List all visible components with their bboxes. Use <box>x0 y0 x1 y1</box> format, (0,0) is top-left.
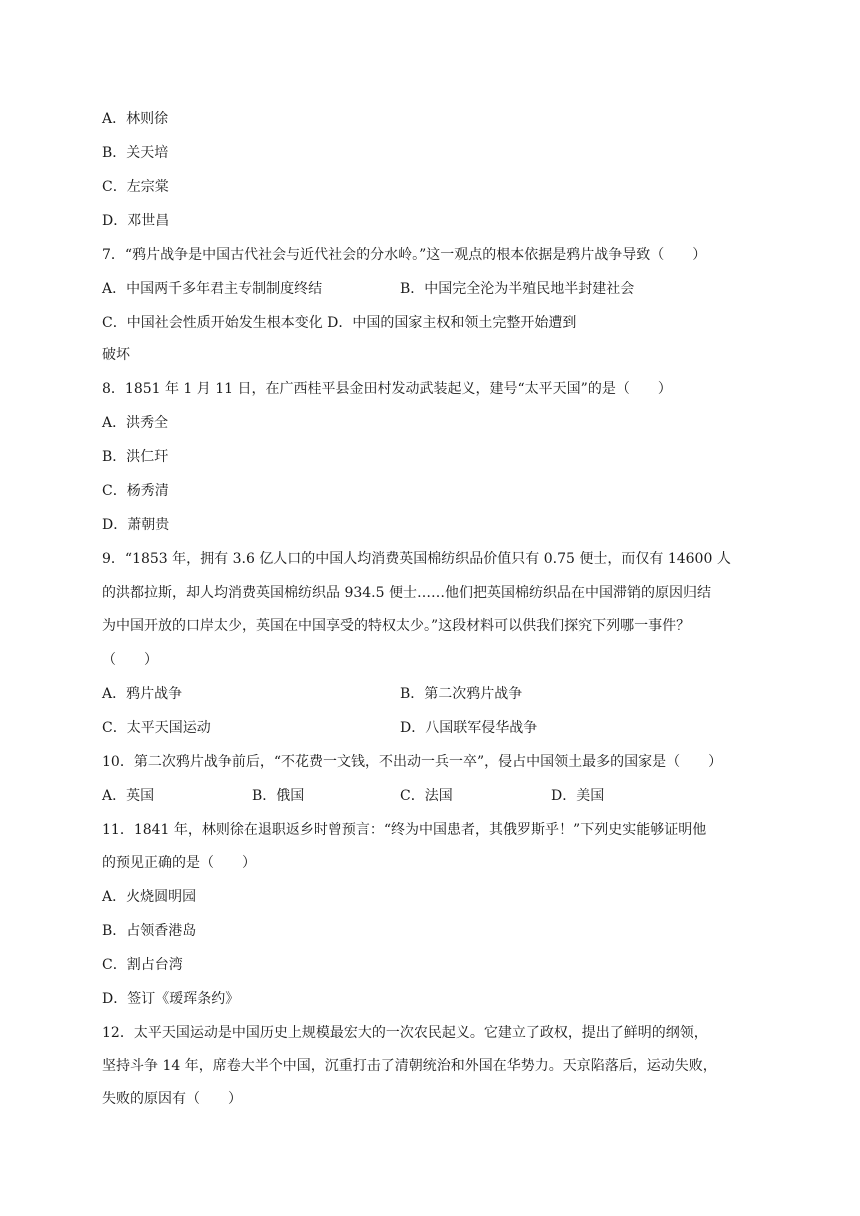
q8-option-d: D．萧朝贵 <box>102 517 170 533</box>
q7-option-a: A．中国两千多年君主专制制度终结 <box>102 281 323 297</box>
q6-option-b: B．关天培 <box>102 145 169 161</box>
q6-option-d: D．邓世昌 <box>102 213 170 229</box>
q11-option-b: B．占领香港岛 <box>102 923 197 939</box>
q9-option-c: C．太平天国运动 <box>102 720 211 736</box>
q9-stem-line-1: 9．“1853 年，拥有 3.6 亿人口的中国人均消费英国棉纺织品价值只有 0.75 便士，而仅有 14600 人 <box>102 551 731 567</box>
q12-stem-line-1: 12．太平天国运动是中国历史上规模最宏大的一次农民起义。它建立了政权，提出了鲜明的纲领， <box>102 1025 708 1041</box>
q6-option-c: C．左宗棠 <box>102 179 169 195</box>
q11-stem-line-1: 11．1841 年，林则徐在退职返乡时曾预言：“终为中国患者，其俄罗斯乎！”下列史实能够证明他 <box>102 822 707 838</box>
q12-stem-line-3: 失败的原因有（ ） <box>102 1091 242 1107</box>
q9-option-d: D．八国联军侵华战争 <box>400 720 538 736</box>
q11-stem-line-2: 的预见正确的是（ ） <box>102 855 256 871</box>
q9-options-row-1 <box>102 684 762 704</box>
q9-option-a: A．鸦片战争 <box>102 686 183 702</box>
q7-options-row-1 <box>102 279 762 299</box>
q8-option-b: B．洪仁玕 <box>102 449 169 465</box>
q10-option-a: A．英国 <box>102 788 155 804</box>
q9-stem-line-2: 的洪都拉斯，却人均消费英国棉纺织品 934.5 便士……他们把英国棉纺织品在中国滞销的原因归结 <box>102 585 711 601</box>
q11-option-a: A．火烧圆明园 <box>102 889 197 905</box>
q12-stem-line-2: 坚持斗争 14 年，席卷大半个中国，沉重打击了清朝统治和外国在华势力。天京陷落后，运动失败， <box>102 1058 717 1074</box>
q11-option-d: D．签订《瑷珲条约》 <box>102 991 240 1007</box>
q7-stem: 7．“鸦片战争是中国古代社会与近代社会的分水岭。”这一观点的根本依据是鸦片战争导致（ ） <box>102 247 707 263</box>
q9-options-row-2 <box>102 718 762 738</box>
q8-option-c: C．杨秀清 <box>102 483 169 499</box>
q10-option-d: D．美国 <box>551 788 605 804</box>
q9-option-b: B．第二次鸦片战争 <box>400 686 523 702</box>
q8-stem: 8．1851 年 1 月 11 日，在广西桂平县金田村发动武装起义，建号“太平天国”的是（ ） <box>102 381 672 397</box>
q10-option-c: C．法国 <box>400 788 453 804</box>
q9-stem-line-4: （ ） <box>102 652 158 668</box>
q7-option-d-continuation: 破坏 <box>102 347 130 363</box>
q8-option-a: A．洪秀全 <box>102 415 169 431</box>
q10-stem: 10．第二次鸦片战争前后，“不花费一文钱，不出动一兵一卒”，侵占中国领土最多的国家是（ ） <box>102 754 723 770</box>
q7-options-row-2: C．中国社会性质开始发生根本变化 D．中国的国家主权和领土完整开始遭到 <box>102 315 577 331</box>
q10-option-b: B．俄国 <box>252 788 305 804</box>
q6-option-a: A．林则徐 <box>102 111 169 127</box>
q11-option-c: C．割占台湾 <box>102 957 183 973</box>
q7-option-b: B．中国完全沦为半殖民地半封建社会 <box>400 281 635 297</box>
q10-options-row <box>102 786 762 806</box>
q9-stem-line-3: 为中国开放的口岸太少，英国在中国享受的特权太少。”这段材料可以供我们探究下列哪一事件？ <box>102 618 691 634</box>
